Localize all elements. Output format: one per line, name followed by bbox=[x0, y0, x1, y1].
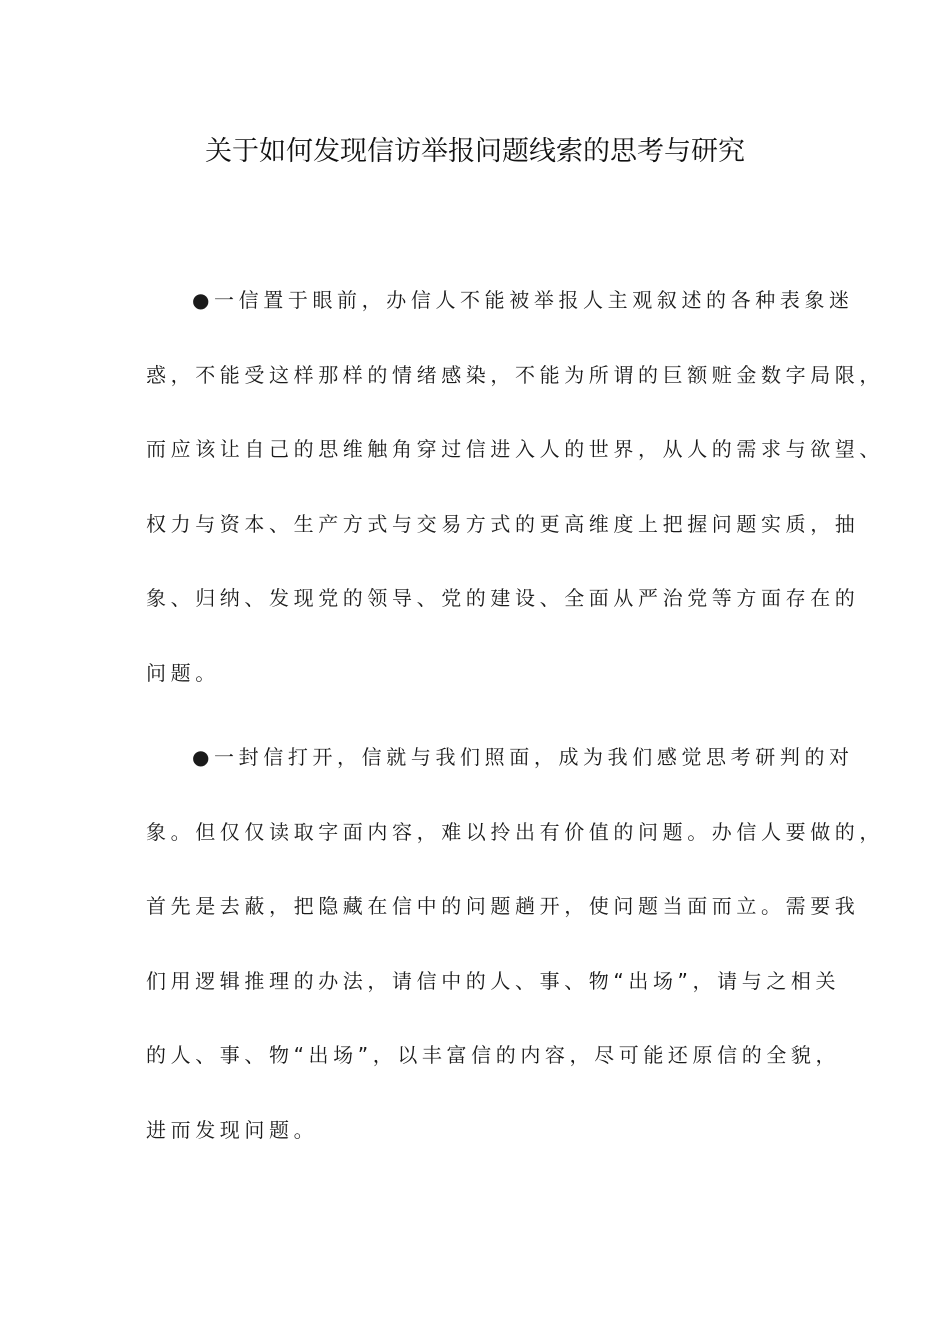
paragraph-line: 而应该让自己的思维触角穿过信进入人的世界，从人的需求与欲望、 bbox=[146, 437, 884, 461]
document-title: 关于如何发现信访举报问题线索的思考与研究 bbox=[205, 136, 745, 167]
paragraph-line: 首先是去蔽，把隐藏在信中的问题趟开，使问题当面而立。需要我 bbox=[146, 894, 860, 918]
paragraph-line: 象、归纳、发现党的领导、党的建设、全面从严治党等方面存在的 bbox=[146, 586, 860, 610]
paragraph-line: ●一封信打开，信就与我们照面，成为我们感觉思考研判的对 bbox=[192, 745, 854, 769]
paragraph-line: 们用逻辑推理的办法，请信中的人、事、物“出场”，请与之相关 bbox=[146, 969, 841, 993]
paragraph-line: ●一信置于眼前，办信人不能被举报人主观叙述的各种表象迷 bbox=[192, 288, 854, 312]
paragraph-line: 进而发现问题。 bbox=[146, 1118, 319, 1142]
paragraph-line: 惑，不能受这样那样的情绪感染，不能为所谓的巨额赃金数字局限， bbox=[146, 363, 884, 387]
paragraph-line: 的人、事、物“出场”，以丰富信的内容，尽可能还原信的全貌， bbox=[146, 1043, 841, 1067]
paragraph-line: 问题。 bbox=[146, 661, 220, 685]
paragraph-line: 权力与资本、生产方式与交易方式的更高维度上把握问题实质，抽 bbox=[146, 512, 860, 536]
paragraph-line: 象。但仅仅读取字面内容，难以拎出有价值的问题。办信人要做的， bbox=[146, 820, 884, 844]
